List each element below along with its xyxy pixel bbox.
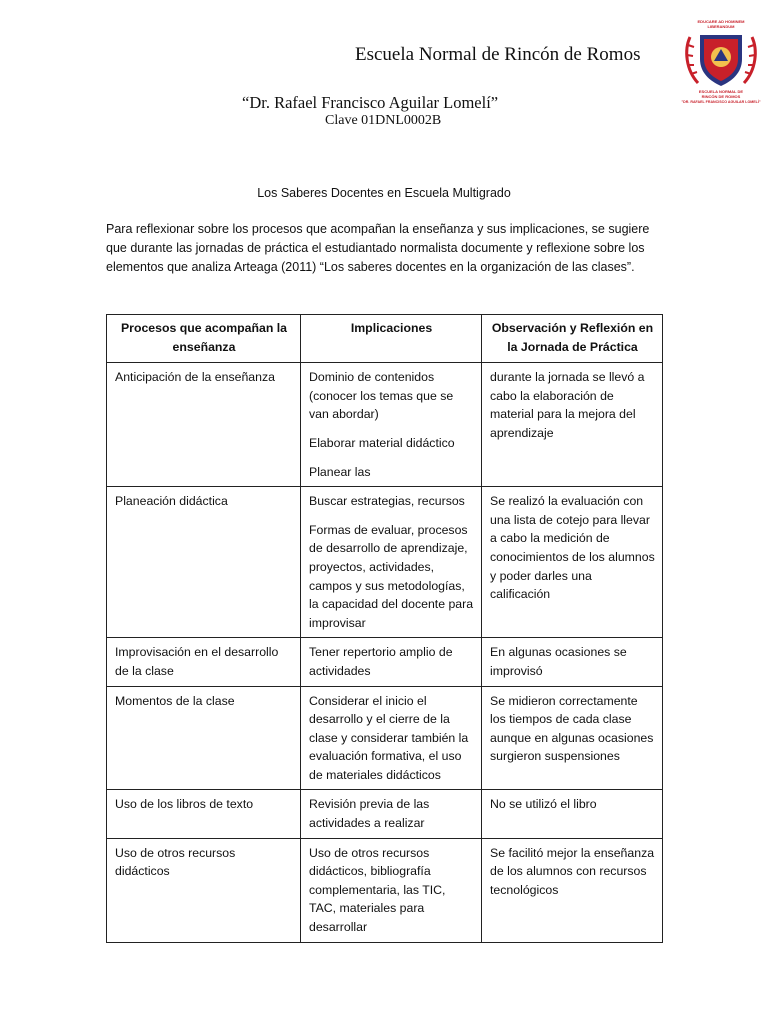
cell-implicaciones [301, 363, 482, 487]
implicacion-item: Formas de evaluar, procesos de desarrollo de aprendizaje, proyectos, actividades, campos y sus metodologías, la capacidad del docente para improvisar [309, 522, 474, 630]
implicacion-item: Elaborar material didáctico [309, 435, 455, 450]
table-header-row [107, 315, 663, 363]
header-observacion: Observación y Reflexión en la Jornada de Práctica [482, 315, 663, 363]
cell-observacion: Se facilitó mejor la enseñanza de los alumnos con recursos tecnológicos [482, 838, 663, 942]
patron-name: “Dr. Rafael Francisco Aguilar Lomelí” [242, 93, 499, 112]
implicacion-item: Considerar el inicio el desarrollo y el cierre de la clase y considerar también la evaluación formativa, el uso de materiales didácticos [309, 693, 469, 782]
cell-proceso: Improvisación en el desarrollo de la clase [107, 638, 301, 686]
table-row [107, 686, 663, 790]
table-row [107, 790, 663, 838]
implicacion-item: Revisión previa de las actividades a realizar [309, 797, 430, 831]
cell-implicaciones [301, 638, 482, 686]
cell-proceso: Anticipación de la enseñanza [107, 363, 301, 487]
table-row [107, 363, 663, 487]
cell-proceso: Uso de los libros de texto [107, 790, 301, 838]
logo-motto-line-1: EDUCARE AD HOMINEM [697, 19, 745, 24]
school-code: Clave 01DNL0002B [325, 113, 442, 128]
implicacion-item: Uso de otros recursos didácticos, bibliografía complementaria, las TIC, TAC, materiales para desarrollar [309, 845, 446, 935]
cell-implicaciones [301, 790, 482, 838]
cell-observacion: En algunas ocasiones se improvisó [482, 638, 663, 686]
school-logo [676, 15, 766, 115]
cell-implicaciones [301, 487, 482, 638]
table-row [107, 638, 663, 686]
cell-proceso: Uso de otros recursos didácticos [107, 838, 301, 942]
cell-proceso: Momentos de la clase [107, 686, 301, 790]
cell-proceso: Planeación didáctica [107, 487, 301, 638]
cell-observacion: No se utilizó el libro [482, 790, 663, 838]
implicacion-item: Planear las [309, 464, 371, 479]
implicacion-item: Dominio de contenidos (conocer los temas que se van abordar) [309, 370, 454, 422]
implicacion-item: Buscar estrategias, recursos [309, 494, 465, 509]
implicacion-item: Tener repertorio amplio de actividades [309, 645, 453, 678]
document-title: Los Saberes Docentes en Escuela Multigrado [257, 186, 511, 200]
cell-observacion: durante la jornada se llevó a cabo la elaboración de material para la mejora del aprendizaje [482, 363, 663, 487]
logo-caption-line-3: "DR. RAFAEL FRANCISCO AGUILAR LOMELÍ" [681, 100, 761, 104]
logo-caption-line-2: RINCÓN DE ROMOS [701, 94, 741, 99]
cell-implicaciones [301, 838, 482, 942]
intro-paragraph: Para reflexionar sobre los procesos que acompañan la enseñanza y sus implicaciones, se sugiere que durante las jornadas de práctica el estudiantado normalista documente y reflexione sobre los elementos que analiza Arteaga (2011) “Los saberes docentes en la organización de las clases”. [106, 222, 650, 274]
school-crest-icon [676, 15, 766, 115]
logo-caption-line-1: ESCUELA NORMAL DE [698, 89, 744, 94]
school-name: Escuela Normal de Rincón de Romos [355, 44, 641, 65]
logo-motto-line-2: LIBERANDUM [707, 24, 735, 29]
table-row [107, 838, 663, 942]
teaching-knowledge-table [106, 314, 663, 943]
header-implicaciones: Implicaciones [301, 315, 482, 363]
header-procesos: Procesos que acompañan la enseñanza [107, 315, 301, 363]
cell-observacion: Se realizó la evaluación con una lista de cotejo para llevar a cabo la medición de conocimientos de los alumnos y poder darles una calificación [482, 487, 663, 638]
cell-implicaciones [301, 686, 482, 790]
cell-observacion: Se midieron correctamente los tiempos de cada clase aunque en algunas ocasiones surgieron suspensiones [482, 686, 663, 790]
table-row [107, 487, 663, 638]
